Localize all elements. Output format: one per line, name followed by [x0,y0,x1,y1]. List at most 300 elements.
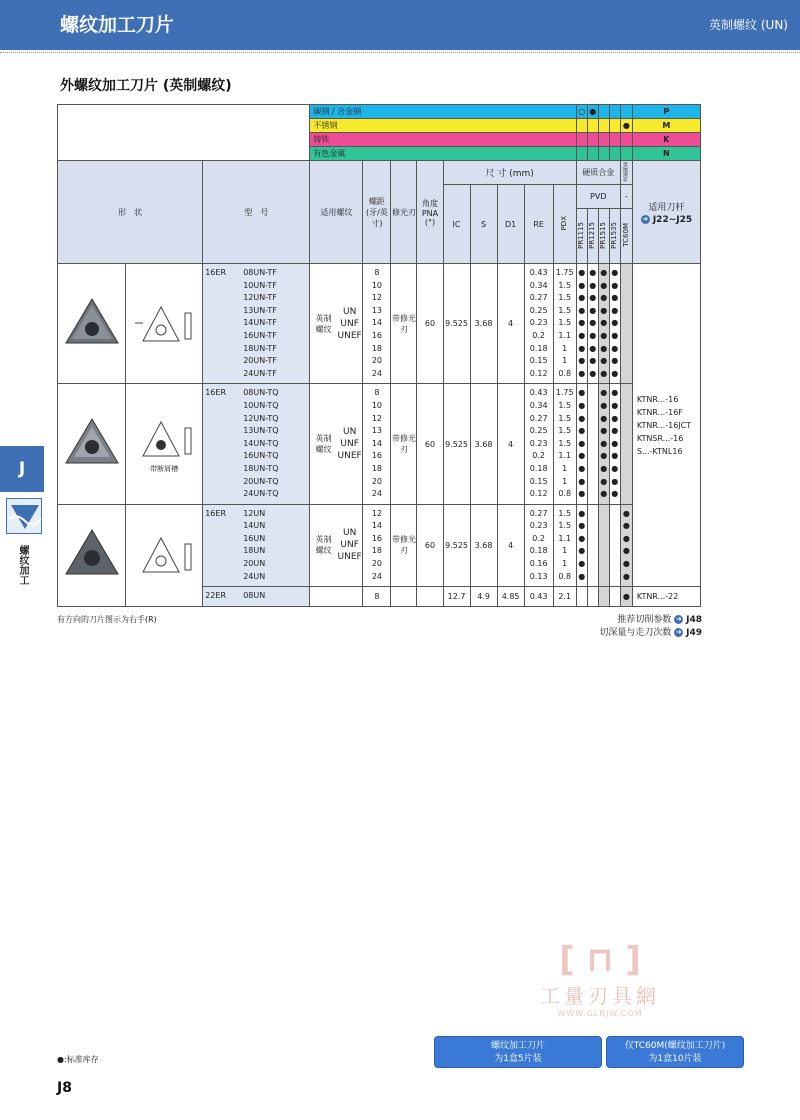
cell-value: 1.5 [558,280,572,290]
arrow-right-icon: ➜ [642,214,649,223]
cell-value: ● [578,438,586,448]
stock-pr1215-tq [587,384,598,504]
cell-value [621,488,632,501]
cell-value: 1.5 [558,508,572,518]
stock-legend: ●:标准库存 [57,1055,99,1064]
cell-value: ● [611,343,619,353]
cell-value: ● [589,293,597,303]
material-mark [609,105,620,119]
group-row-un [58,504,701,587]
col-cermet: 金属陶瓷 [620,161,632,185]
watermark [530,940,670,1018]
cell-value: 1.5 [558,318,572,328]
cell-value: ● [611,318,619,328]
cell-value: 1.5 [558,426,572,436]
cell-value: 0.8 [558,571,572,581]
threading-icon [6,498,42,534]
cell-value: 1.75 [555,388,574,398]
cell-value [610,533,620,546]
material-mark [598,105,609,119]
cell-value: 20 [371,356,383,366]
s-tq: 3.68 [470,384,497,504]
pack-info-inserts: 螺纹加工刀片 为1盒5片装 [434,1036,602,1068]
cell-value: 16 [371,330,383,340]
model-code: 16UN-TF [243,330,277,340]
cell-value: 0.8 [558,368,572,378]
cell-value: 24 [371,571,383,581]
d1-tf: 4 [497,264,524,384]
col-pdx: PDX [553,185,576,264]
cell-value: 0.43 [529,268,548,277]
model-code: 20UN-TF [243,356,277,366]
col-holder: 适用刀杆 ➜ J22~J25 [632,161,700,264]
material-mark: ● [620,119,632,133]
holder-item: KTNR...-16JCT [636,420,692,430]
model-code: 14UN [243,521,266,531]
cell-value [610,571,620,584]
cell-value: ● [578,413,586,423]
stock-pr1215-tf [587,264,598,384]
cell-value: 24 [371,368,383,378]
grade-tc60m: TC60M [620,209,632,264]
stock-pr1215-un [587,504,598,587]
cell-value [621,476,632,489]
cell-value: 14 [371,318,383,328]
cell-value [588,450,598,463]
material-mark: ○ [576,105,587,119]
cell-value: 1.5 [558,305,572,315]
cell-value: ● [589,343,597,353]
reference-links [599,614,702,640]
d1-22er: 4.85 [497,587,524,607]
material-letter: N [632,147,700,161]
cell-value: 0.27 [529,508,548,518]
material-mark: ● [587,105,598,119]
cell-value: ● [611,451,619,461]
pdx-list-un [553,504,576,587]
ic-22er: 12.7 [443,587,470,607]
cutting-params-ref[interactable]: 推荐切削参数 ➜ J48 [617,615,702,625]
col-dash: - [620,185,632,209]
cell-value: ● [578,571,586,581]
cell-value: 20 [371,559,383,569]
cell-value: ● [611,268,619,277]
pdx-list-tq [553,384,576,504]
pdx-list-tf [553,264,576,384]
page-header [0,0,800,50]
cell-value: ● [600,318,608,328]
cell-value [621,387,632,400]
cell-value [599,571,609,584]
cell-value: ● [611,426,619,436]
cell-value [610,558,620,571]
cell-value: ● [578,463,586,473]
model-code: 18UN [243,546,266,556]
insert-drawing-tf [126,264,203,384]
insert-drawing-un [126,504,203,607]
cell-value: ● [600,293,608,303]
cell-value: ● [600,426,608,436]
ic-tf: 9.525 [443,264,470,384]
cell-value [621,450,632,463]
group-row-tq [58,384,701,504]
material-letter: P [632,105,700,119]
model-22er: 22ER 08UN [203,587,310,607]
wiper-tq: 带修光 刃 [391,384,417,504]
cell-value: 1 [562,546,568,556]
watermark-text: 工量刃具網 [540,984,660,1008]
stock-pr1535-tq [609,384,620,504]
angle-tq: 60 [417,384,443,504]
cell-value: 0.27 [529,293,548,303]
cell-value: ● [578,521,586,531]
cell-value [621,305,632,318]
cell-value [599,533,609,546]
cell-value: ● [611,400,619,410]
ic-tq: 9.525 [443,384,470,504]
cell-value: ● [600,489,608,499]
cell-value [621,330,632,343]
cell-value: 0.23 [529,521,548,531]
material-mark [609,133,620,147]
model-code: 16ER 08UN-TF [205,268,277,277]
holder-page-ref[interactable]: J22~J25 [652,214,693,225]
insert-photo-un [58,504,126,607]
cell-value: 1.1 [558,533,572,543]
cell-value: 0.2 [532,330,545,340]
cell-value: ● [578,293,586,303]
cell-value: 0.12 [529,368,548,378]
stock-tc60m-un [620,504,632,587]
cell-value: 1 [562,356,568,366]
depth-passes-ref[interactable]: 切深量与走刀次数 ➜ J49 [599,628,702,638]
model-list-tf [203,264,310,384]
cell-value: 1 [562,343,568,353]
material-mark [598,119,609,133]
cell-value: ● [578,280,586,290]
cell-value: ● [611,388,619,398]
cell-value: 1 [562,559,568,569]
cell-value: ● [600,400,608,410]
col-pvd: PVD [576,185,620,209]
cell-value: ● [600,305,608,315]
cell-value: ● [611,293,619,303]
cell-value: ● [600,388,608,398]
model-code: 12UN-TQ [243,413,279,423]
cell-value: 0.8 [558,489,572,499]
cell-value [588,400,598,413]
cell-value: ● [578,388,586,398]
chapter-tab[interactable]: J [0,446,44,492]
model-code: 20UN-TQ [243,476,279,486]
material-blank-cell [58,105,310,161]
col-pitch: 螺距 (牙/英寸) [363,161,391,264]
cell-value: 1.5 [558,413,572,423]
pack-info-tc60m: 仅TC60M(螺纹加工刀片) 为1盒10片装 [606,1036,744,1068]
cell-value: 10 [371,400,383,410]
cell-value: 0.34 [529,400,548,410]
cell-value [599,558,609,571]
model-code: 24UN-TF [243,368,277,378]
cell-value: ● [611,368,619,378]
s-22er: 4.9 [470,587,497,607]
cell-value [599,520,609,533]
cell-value: 8 [374,268,380,277]
grade-pr1115: PR1115 [576,209,587,264]
material-mark [587,147,598,161]
cell-value: ● [622,508,630,518]
cell-value: 0.34 [529,280,548,290]
cell-value: ● [611,489,619,499]
cell-value [621,413,632,426]
model-code: 18UN-TQ [243,463,279,473]
cell-value: ● [578,330,586,340]
cell-value [588,425,598,438]
cell-value: ● [589,305,597,315]
holder-list-16 [632,264,700,587]
cell-value [621,280,632,293]
insert-photo-tq [58,384,126,504]
holder-item: S...-KTNL16 [636,446,683,456]
col-d1: D1 [497,185,524,264]
cell-value [621,292,632,305]
model-code: 16ER 08UN-TQ [205,388,279,398]
cell-value: ● [589,280,597,290]
cell-value: ● [600,356,608,366]
cell-value: 0.23 [529,318,548,328]
cell-value: 0.2 [532,451,545,461]
material-mark [620,147,632,161]
chipbreaker-caption: 带断屑槽 [150,465,179,474]
cell-value: 0.15 [529,476,548,486]
cell-value: 13 [371,305,383,315]
group-row-tf [58,264,701,384]
holder-item: KTNR...-16 [636,394,679,404]
cell-value [588,463,598,476]
header-divider [0,52,800,54]
thread-cell-tf: 英制 螺纹 UN UNF UNEF [310,264,363,384]
cell-value [588,545,598,558]
cell-value: 0.18 [529,546,548,556]
d1-tq: 4 [497,384,524,504]
holder-item: KTNR...-16F [636,407,683,417]
cell-value: ● [611,305,619,315]
cell-value: ● [600,330,608,340]
material-mark [620,133,632,147]
model-code: 16UN-TQ [243,451,279,461]
cell-value: 14 [371,521,383,531]
cell-value: 0.27 [529,413,548,423]
arrow-right-icon: ➜ [675,615,682,623]
cell-value [621,400,632,413]
cell-value: ● [611,476,619,486]
material-label: 碳钢 / 合金钢 [310,105,576,119]
cell-value [599,545,609,558]
cell-value [610,520,620,533]
cell-value: ● [600,343,608,353]
cell-value: ● [611,280,619,290]
model-code: 12UN-TF [243,293,277,303]
cell-value [588,438,598,451]
col-shape: 形 状 [58,161,203,264]
cell-value: ● [600,413,608,423]
cell-value: 0.43 [529,388,548,398]
stock-pr1215-22er [587,587,598,607]
material-mark [620,105,632,119]
material-mark [598,133,609,147]
material-mark [598,147,609,161]
cell-value [588,533,598,546]
chapter-label: 螺纹加工 [17,545,28,585]
cell-value: 16 [371,533,383,543]
model-code: 16ER 12UN [205,508,266,518]
s-un: 3.68 [470,504,497,587]
re-list-tf [524,264,553,384]
cell-value [610,508,620,521]
holder-item: KTNSR...-16 [636,433,684,443]
stock-pr1515-tq [598,384,609,504]
cell-value: ● [600,438,608,448]
insert-spec-table [57,104,701,607]
cell-value: 1.1 [558,451,572,461]
cell-value: ● [578,533,586,543]
cell-value: ● [600,368,608,378]
cell-value: ● [578,451,586,461]
cell-value: ● [622,533,630,543]
cell-value: ● [622,559,630,569]
cell-value [621,368,632,381]
cell-value [588,520,598,533]
cell-value: ● [578,268,586,277]
cell-value: ● [578,318,586,328]
cell-value: ● [622,571,630,581]
cell-value: 13 [371,426,383,436]
pitch-22er: 8 [363,587,391,607]
material-label: 有色金属 [310,147,576,161]
cell-value: ● [578,368,586,378]
wiper-un: 带修光 刃 [391,504,417,587]
cell-value: ● [611,356,619,366]
cell-value: ● [578,305,586,315]
pitch-list-un [363,504,391,587]
re-list-tq [524,384,553,504]
angle-tf: 60 [417,264,443,384]
cell-value: 0.25 [529,305,548,315]
cell-value [588,387,598,400]
stock-pr1515-un [598,504,609,587]
cell-value: ● [578,343,586,353]
stock-pr1515-tf [598,264,609,384]
cell-value [621,425,632,438]
material-letter: K [632,133,700,147]
cell-value [599,508,609,521]
cell-value: ● [611,438,619,448]
pdx-22er: 2.1 [553,587,576,607]
cell-value: 8 [374,388,380,398]
pitch-list-tf [363,264,391,384]
cell-value [621,317,632,330]
cell-value: 1.75 [555,268,574,277]
thread-cell-tq: 英制 螺纹 UN UNF UNEF [310,384,363,504]
stock-pr1535-22er [609,587,620,607]
cell-value [588,488,598,501]
direction-note: 有方向的刀片图示为右手(R) [57,615,157,624]
model-code: 18UN-TF [243,343,277,353]
re-22er: 0.43 [524,587,553,607]
angle-22er [417,587,443,607]
cell-value: 18 [371,463,383,473]
stock-pr1515-22er [598,587,609,607]
holder-22er: KTNR...-22 [632,587,700,607]
cell-value: 12 [371,413,383,423]
cell-value: ● [589,268,597,277]
cell-value: ● [578,546,586,556]
material-mark [576,119,587,133]
thread-cell-un: 英制 螺纹 UN UNF UNEF [310,504,363,587]
stock-pr1115-tf [576,264,587,384]
stock-tc60m-tf [620,264,632,384]
cell-value: 14 [371,438,383,448]
cell-value: ● [589,356,597,366]
col-model: 型 号 [203,161,310,264]
cell-value: ● [600,280,608,290]
stock-pr1115-22er [576,587,587,607]
cell-value: 0.18 [529,343,548,353]
cell-value: 20 [371,476,383,486]
material-label: 铸铁 [310,133,576,147]
material-mark [609,119,620,133]
grade-pr1535: PR1535 [609,209,620,264]
cell-value: 0.12 [529,489,548,499]
model-code: 16UN [243,533,266,543]
cell-value: ● [578,476,586,486]
cell-value: ● [622,546,630,556]
cell-value: 1 [562,463,568,473]
insert-photo-tf [58,264,126,384]
col-s: S [470,185,497,264]
model-code: 14UN-TQ [243,438,279,448]
cell-value: 1.1 [558,330,572,340]
section-title: 外螺纹加工刀片 (英制螺纹) [60,78,232,94]
cell-value [621,343,632,356]
material-mark [576,133,587,147]
cell-value: 1.5 [558,400,572,410]
stock-pr1115-tq [576,384,587,504]
col-angle: 角度 PNA (°) [417,161,443,264]
angle-un: 60 [417,504,443,587]
cell-value: ● [600,451,608,461]
cell-value: ● [578,400,586,410]
col-re: RE [524,185,553,264]
cell-value [588,558,598,571]
cell-value: 16 [371,451,383,461]
cell-value: ● [611,330,619,340]
stock-pr1115-un [576,504,587,587]
stock-tc60m-22er: ● [620,587,632,607]
header-title: 螺纹加工刀片 [60,14,175,36]
cell-value [621,463,632,476]
cell-value: ● [578,508,586,518]
d1-un: 4 [497,504,524,587]
watermark-url: WWW.GLRJW.COM [557,1009,643,1018]
col-thread: 适用螺纹 [310,161,363,264]
cell-value: 24 [371,489,383,499]
model-code: 14UN-TF [243,318,277,328]
cell-value: 10 [371,280,383,290]
watermark-logo-icon: [ ⊓ ] [559,940,641,980]
material-letter: M [632,119,700,133]
model-list-un [203,504,310,587]
